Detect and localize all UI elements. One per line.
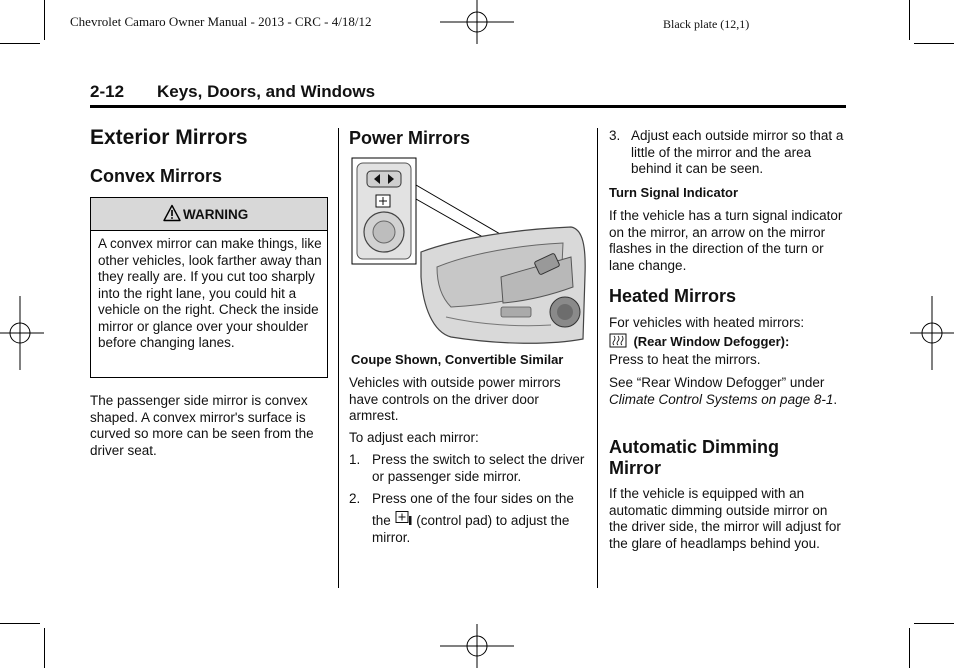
column-divider <box>338 128 339 588</box>
step-text: Press one of the four sides on the <box>372 491 574 506</box>
registration-mark-top <box>440 0 514 44</box>
running-header-left: Chevrolet Camaro Owner Manual - 2013 - CRC - 4/18/12 <box>70 14 372 29</box>
page-title: Exterior Mirrors <box>90 126 248 149</box>
auto-dimming-text: If the vehicle is equipped with an automatic dimming outside mirror on the driver side, the mirror will adjust for the glare of headlamps behind you. <box>609 486 841 551</box>
step-text <box>372 511 592 546</box>
heading-turn-signal-indicator: Turn Signal Indicator <box>609 185 739 200</box>
defogger-label: (Rear Window Defogger): <box>633 334 790 349</box>
crop-mark <box>909 0 910 40</box>
door-mirror-control-illustration <box>351 157 587 347</box>
warning-text: A convex mirror can make things, like other vehicles, look farther away than they really are. If you cut too sharply into the right lane, you could hit a vehicle on the right. Check the inside mirror or glance over your shoulder before changing lanes. <box>98 236 322 350</box>
see-reference-text: See “Rear Window Defogger” under <box>609 375 825 390</box>
crop-mark <box>914 623 954 624</box>
convex-body-text: The passenger side mirror is convex shaped. A convex mirror's surface is curved so more can be seen from the driver seat. <box>90 393 314 458</box>
heading-heated-mirrors: Heated Mirrors <box>609 286 737 306</box>
section-bar <box>90 81 846 108</box>
crop-mark <box>44 628 45 668</box>
crop-mark <box>0 623 40 624</box>
section-title: Keys, Doors, and Windows <box>157 82 376 101</box>
warning-label: WARNING <box>183 207 249 222</box>
crop-mark <box>0 43 40 44</box>
turn-signal-text: If the vehicle has a turn signal indicator on the mirror, an arrow on the mirror flashes in the direction of the turn or lane change. <box>609 208 843 273</box>
crop-mark <box>914 43 954 44</box>
see-reference-link[interactable]: Climate Control Systems on page 8-1 <box>609 391 834 407</box>
see-reference-end: . <box>833 391 838 407</box>
heading-line: Mirror <box>609 458 662 478</box>
crop-mark <box>909 628 910 668</box>
step-number: 1. <box>349 452 361 467</box>
step-text: Press the switch to select the driver or passenger side mirror. <box>372 452 585 484</box>
step-number: 2. <box>349 491 361 506</box>
column-divider <box>597 128 598 588</box>
heading-automatic-dimming-mirror <box>609 437 779 479</box>
registration-mark-bottom <box>440 624 514 668</box>
defogger-text: Press to heat the mirrors. <box>609 352 761 367</box>
defogger-line <box>609 333 789 351</box>
heading-power-mirrors: Power Mirrors <box>349 128 471 148</box>
warning-box <box>90 197 328 378</box>
power-mirrors-intro: Vehicles with outside power mirrors have controls on the driver door armrest. <box>349 375 561 423</box>
heading-line: Automatic Dimming <box>609 437 780 457</box>
adjust-intro: To adjust each mirror: <box>349 430 479 445</box>
registration-mark-left <box>0 296 44 370</box>
control-pad-icon <box>395 511 413 526</box>
warning-triangle-icon <box>163 204 181 222</box>
figure-caption: Coupe Shown, Convertible Similar <box>351 352 564 367</box>
step-number: 3. <box>609 128 621 143</box>
step-text-post: (control pad) to adjust the mirror. <box>372 513 570 545</box>
heading-convex-mirrors: Convex Mirrors <box>90 166 223 186</box>
rear-window-defogger-icon <box>609 333 629 349</box>
running-header-right: Black plate (12,1) <box>663 17 750 31</box>
registration-mark-right <box>910 296 954 370</box>
warning-header <box>91 198 327 231</box>
heated-intro: For vehicles with heated mirrors: <box>609 315 805 330</box>
page-number: 2-12 <box>90 82 125 101</box>
step-text-word: the <box>372 513 395 528</box>
crop-mark <box>44 0 45 40</box>
step-text: Adjust each outside mirror so that a little of the mirror and the area behind it can be seen. <box>631 128 844 176</box>
see-reference <box>609 375 849 408</box>
